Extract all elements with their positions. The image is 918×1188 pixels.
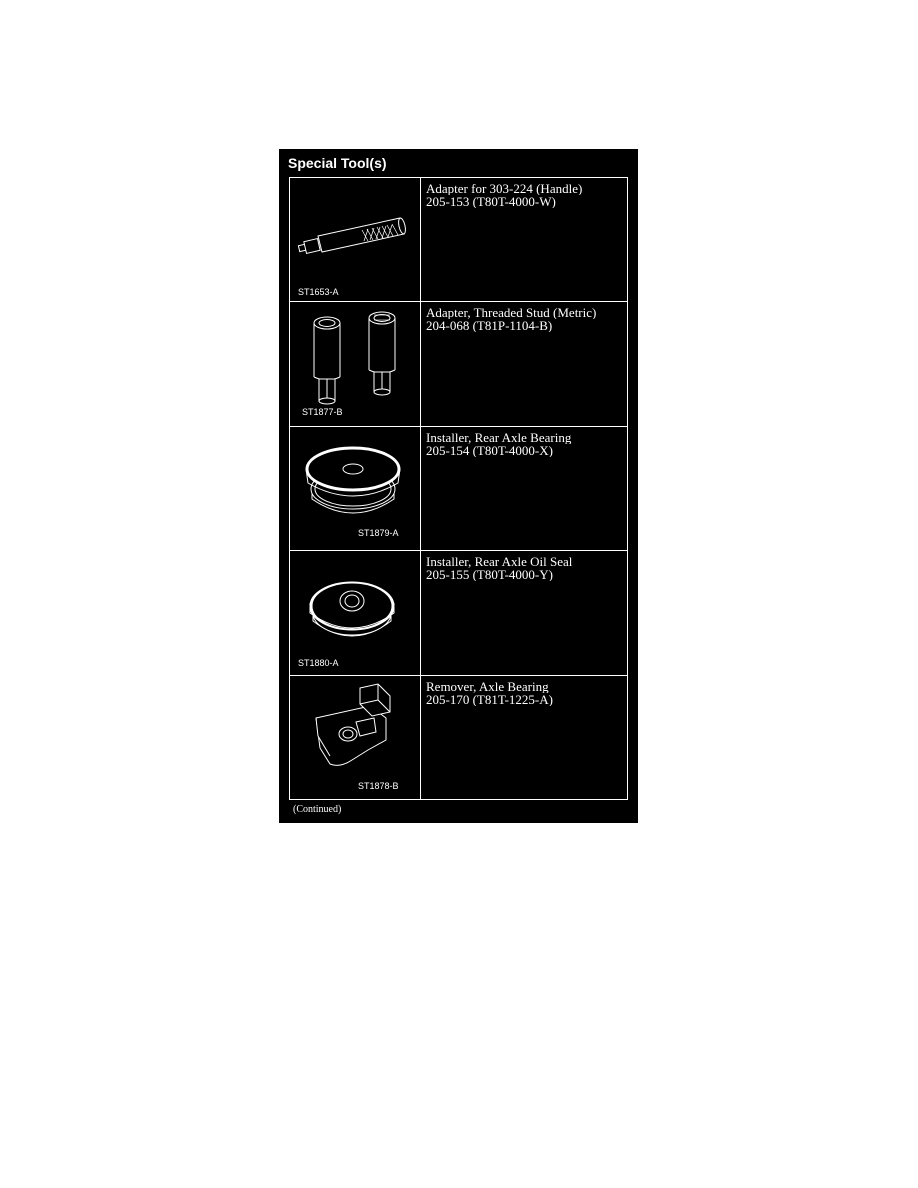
special-tools-panel bbox=[279, 149, 638, 823]
tool-description-cell bbox=[421, 426, 628, 550]
tool-image-label: ST1878-B bbox=[358, 780, 399, 791]
table-row bbox=[290, 675, 628, 799]
tool-image-cell bbox=[290, 302, 421, 426]
bearing-remover-icon bbox=[290, 676, 420, 799]
table-row bbox=[290, 302, 628, 426]
tool-name: Adapter, Threaded Stud (Metric) bbox=[426, 306, 597, 320]
tool-image-label: ST1653-A bbox=[298, 287, 339, 297]
tool-name: Installer, Rear Axle Oil Seal bbox=[426, 555, 573, 569]
tool-name: Adapter for 303-224 (Handle) bbox=[426, 182, 583, 195]
continued-note: (Continued) bbox=[293, 804, 342, 815]
handle-adapter-icon bbox=[290, 178, 420, 301]
tool-image-cell bbox=[290, 426, 421, 550]
oil-seal-installer-icon bbox=[290, 551, 420, 674]
tool-name: Installer, Rear Axle Bearing bbox=[426, 430, 572, 444]
tool-number: 205-153 (T80T-4000-W) bbox=[426, 195, 556, 208]
tool-image-label: ST1880-A bbox=[298, 658, 339, 669]
table-row bbox=[290, 426, 628, 550]
tool-image-cell bbox=[290, 551, 421, 675]
tool-number: 204-068 (T81P-1104-B) bbox=[426, 319, 553, 333]
tool-description-cell bbox=[421, 675, 628, 799]
tool-description-cell bbox=[421, 551, 628, 675]
tool-image-cell bbox=[290, 178, 421, 302]
tool-image-cell bbox=[290, 675, 421, 799]
table-row bbox=[290, 551, 628, 675]
panel-title: Special Tool(s) bbox=[288, 155, 387, 171]
bearing-installer-icon bbox=[290, 427, 420, 550]
tool-number: 205-155 (T80T-4000-Y) bbox=[426, 568, 553, 582]
special-tools-table bbox=[289, 177, 628, 800]
tool-image-label: ST1879-A bbox=[358, 527, 399, 538]
tool-name: Remover, Axle Bearing bbox=[426, 679, 549, 693]
tool-description-cell bbox=[421, 178, 628, 302]
tool-description-cell bbox=[421, 302, 628, 426]
table-row bbox=[290, 178, 628, 302]
tool-number: 205-170 (T81T-1225-A) bbox=[426, 692, 553, 706]
tool-number: 205-154 (T80T-4000-X) bbox=[426, 443, 553, 457]
tool-image-label: ST1877-B bbox=[302, 407, 343, 418]
